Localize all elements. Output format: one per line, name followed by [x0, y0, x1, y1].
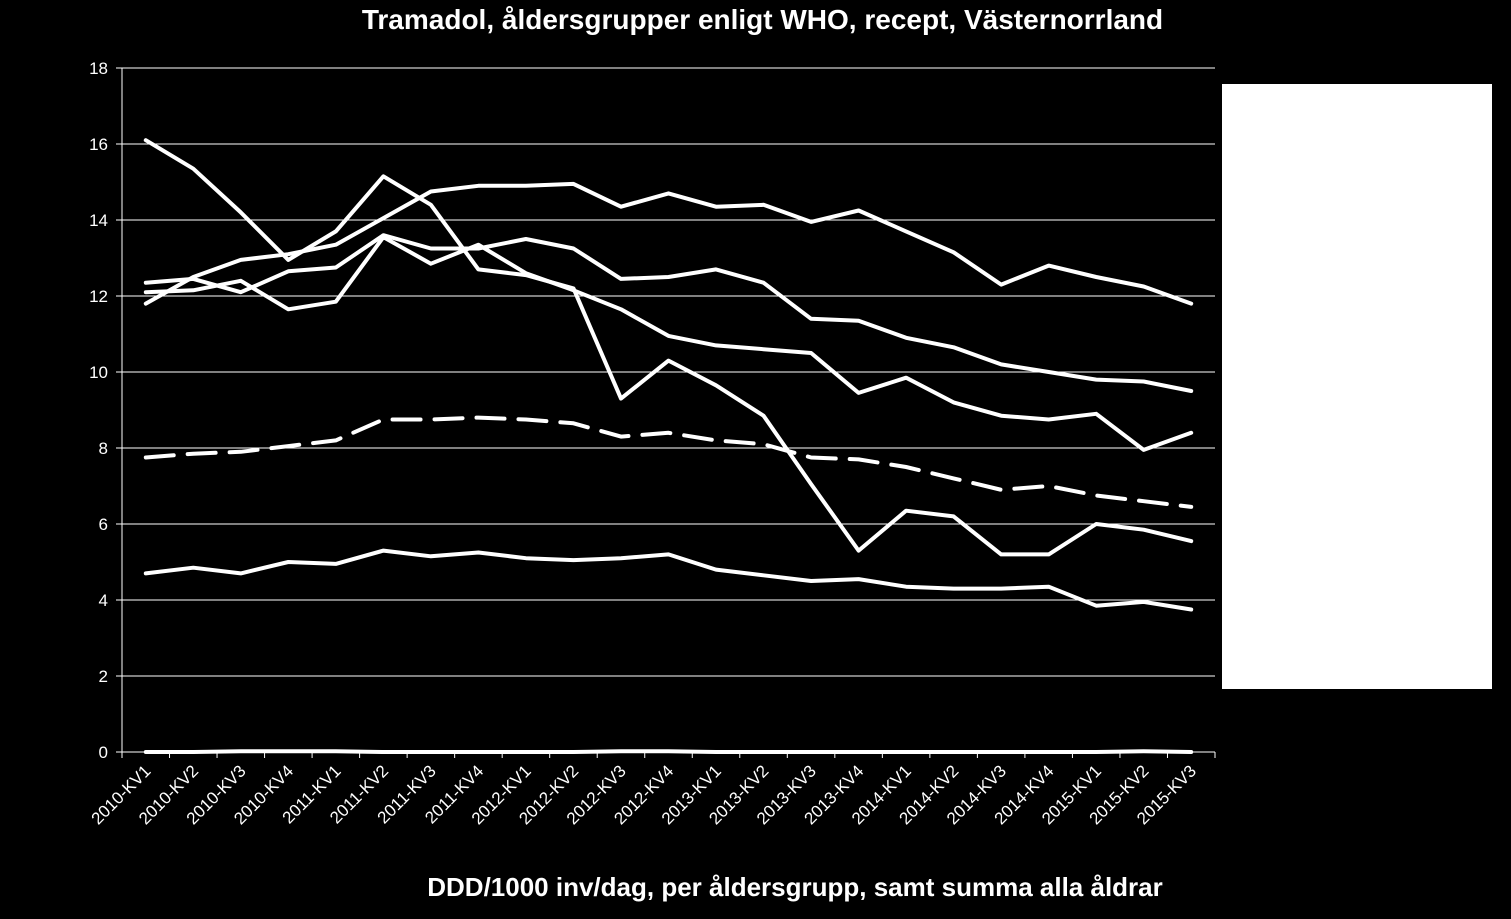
x-tick-label: 2012-KV4: [610, 761, 678, 829]
x-tick-label: 2014-KV3: [943, 761, 1010, 829]
x-tick-label: 2014-KV4: [990, 761, 1058, 829]
x-tick-label: 2012-KV2: [515, 761, 583, 829]
series-line-1: [146, 140, 1191, 554]
x-tick-label: 2010-KV1: [87, 761, 155, 829]
y-tick-label: 2: [98, 667, 108, 686]
y-tick-label: 0: [98, 743, 108, 762]
series-line-6: [146, 551, 1191, 610]
x-tick-label: 2011-KV3: [373, 761, 440, 828]
x-tick-label: 2013-KV2: [705, 761, 773, 829]
x-tick-label: 2011-KV1: [278, 761, 345, 828]
x-axis-title: DDD/1000 inv/dag, per åldersgrupp, samt summa alla åldrar: [427, 872, 1163, 902]
y-tick-label: 12: [89, 287, 108, 306]
chart-title: Tramadol, åldersgrupper enligt WHO, recept, Västernorrland: [361, 4, 1164, 35]
y-tick-label: 18: [89, 59, 108, 78]
x-tick-label: 2011-KV2: [326, 761, 393, 828]
y-tick-label: 8: [98, 439, 108, 458]
series-line-3: [146, 235, 1191, 391]
x-tick-label: 2010-KV2: [135, 761, 203, 829]
x-tick-label: 2012-KV3: [562, 761, 630, 829]
x-tick-label: 2015-KV2: [1085, 761, 1153, 829]
series-line-7: [146, 751, 1191, 752]
y-tick-label: 14: [89, 211, 108, 230]
y-tick-label: 10: [89, 363, 108, 382]
x-tick-label: 2010-KV3: [182, 761, 250, 829]
y-tick-label: 6: [98, 515, 108, 534]
x-tick-label: 2015-KV3: [1133, 761, 1201, 829]
y-tick-label: 4: [98, 591, 108, 610]
x-tick-label: 2013-KV4: [800, 761, 868, 829]
x-tick-label: 2014-KV1: [848, 761, 915, 829]
x-tick-label: 2015-KV1: [1038, 761, 1106, 829]
x-tick-label: 2013-KV1: [657, 761, 725, 829]
x-tick-label: 2013-KV3: [752, 761, 820, 829]
x-tick-label: 2012-KV1: [467, 761, 535, 829]
x-tick-label: 2010-KV4: [230, 761, 298, 829]
series-line-5: [146, 418, 1191, 507]
y-tick-label: 16: [89, 135, 108, 154]
series-line-2: [146, 184, 1191, 304]
x-tick-label: 2014-KV2: [895, 761, 963, 829]
legend-box: [1222, 84, 1492, 689]
x-tick-label: 2011-KV4: [421, 761, 488, 828]
